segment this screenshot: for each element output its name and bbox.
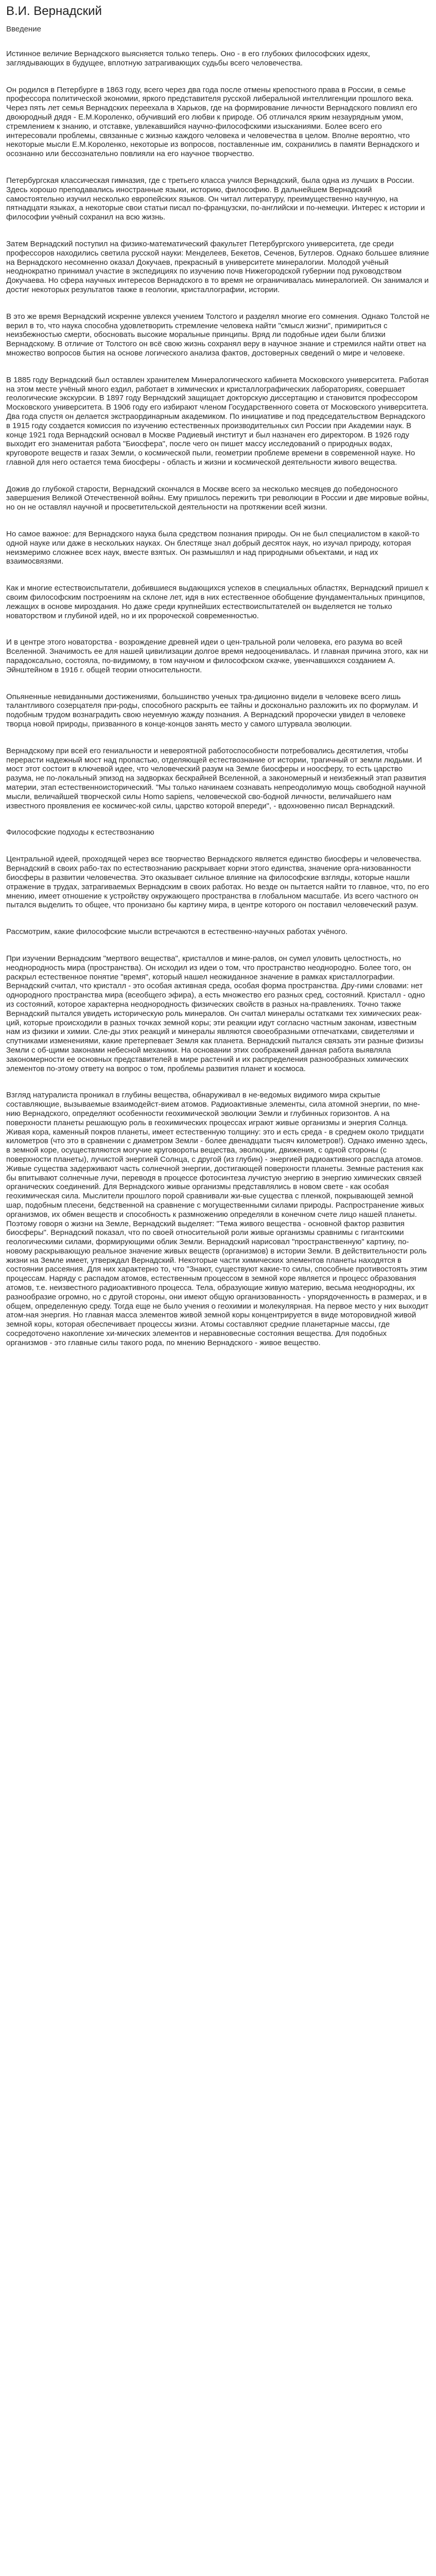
intro-label: Введение [6, 25, 41, 33]
paragraph: Как и многие естествоиспытатели, добившиеся выдающихся успехов в специальных областях, Вернадский пришел к своим философским построениям на склоне лет, идя в них естественное обобщение фундаментальных принципов, лежащих в основе мироздания. Но даже среди крупнейших естествоиспытателей он выделяется не только новаторством и глубиной идей, но и их пророческой современностью. [6, 584, 429, 620]
paragraph: Вернадскому при всей его гениальности и невероятной работоспособности потребовались десятилетия, чтобы перерасти надежный мост над пропастью, отделяющей естествознание от истории, трагичный от земли людьми. И мост этот состоит в ключевой идее, что человеческий разум на Земле биосферы и ноосферу, то есть царство разума, не по-локальный эпизод на задворках бескрайней Вселенной, а закономерный и неизбежный этап развития материи, этап естественноисторический. "Мы только начинаем сознавать непреодолимую мощь свободной научной мысли, величайшей творческой силы Homo sapiens, человеческой сво-бодной личности, величайшего нам известного проявления ее космичес-кой силы, царство которой впереди", - вдохновенно писал Вернадский. [6, 746, 426, 810]
page-title: В.И. Вернадский [6, 4, 102, 18]
paragraph: Истинное величие Вернадского выясняется только теперь. Оно - в его глубоких философских идеях, заглядывающих в будущее, вплотную затрагивающих судьбы всего человечества. [6, 49, 370, 67]
paragraph: Затем Вернадский поступил на физико-математический факультет Петербургского университета, где среди профессоров находились светила русской науки: Менделеев, Бекетов, Сеченов, Бутлеров. Однако большее влияние на Вернадского несомненно оказал Докучаев, прекрасный в университете минералогии. Молодой учёный неоднократно принимал участие в экспедициях по изучению почв Нижегородской губернии под руководством Докучаева. Но сфера научных интересов Вернадского в то время не ограничивалась минералогией. Он занимался и достиг некоторых результатов также в геологии, кристаллографии, истории. [6, 239, 429, 294]
paragraph: При изучении Вернадским "мертвого вещества", кристаллов и мине-ралов, он сумел уловить целостность, но неоднородность мира (пространства). Он исходил из идеи о том, что пространство неоднородно. Более того, он раскрыл естественное понятие "время", который нашел неожиданное значение в рамках кристаллографии. Вернадский считал, что кристалл - это особая активная среда, особая форма пространства. Дру-гими словами: нет однородного пространства мира (всеобщего эфира), а есть множество его разных сред, состояний. Кристалл - одно из состояний, которое характерна неоднородность физических свойств в разных на-правлениях. Точно также Вернадский пытался увидеть историческую роль минералов. Он считал минералы остатками тех химических реак-ций, которые происходили в разных точках земной коры; эти реакции идут согласно частным законам, известным нам из физики и химии. Сле-ды этих реакций и минералы являются своеобразными отпечатками, свидетелями и спутниками изменениями, какие претерпевает Земля как планета. Вернадский пытался связать эти разные физизы Земли с об-щими законами небесной механики. На основании этих соображений данная работа выявляла закономерности ее основных представителей в мире растений и их распределения разнообразных химических элементов по-этому ответу на вопрос о том, проблемы развития планет и космоса. [6, 954, 425, 1073]
paragraph: Петербургская классическая гимназия, где с третьего класса учился Вернадский, была одна из лучших в России. Здесь хорошо преподавались иностранные языки, историю, философию. В дальнейшем Вернадский самостоятельно изучил несколько европейских языков. Он читал литературу, преимущественно научную, на пятнадцати языках, а некоторые свои статьи писал по-французски, по-английски и по-немецки. Интерес к истории и философии учёный сохранил на всю жизнь. [6, 176, 425, 222]
paragraph: Дожив до глубокой старости, Вернадский скончался в Москве всего за несколько месяцев до победоносного завершения Великой Отечественной войны. Ему пришлось пережить три революции в России и две мировые войны, но он не оставлял научной и просветительской деятельности на протяжении всей жизни. [6, 484, 429, 512]
paragraph: Опьяненные невиданными достижениями, большинство ученых тра-диционно видели в человеке всего лишь талантливого созерцателя при-роды, способного раскрыть ее тайны и досконально разложить их по формулам. И подобным трудом вознаградить свою неуемную жажду познания. А Вернадский пророчески увидел в человеке творца новой природы, призванного в конце-концов занять место у самого штурвала эволюции. [6, 692, 418, 729]
paragraph: Рассмотрим, какие философские мысли встречаются в естественно-научных работах учёного. [6, 927, 348, 937]
paragraph: Взгляд натуралиста проникал в глубины вещества, обнаруживал в не-ведомых видимого мира скрытые составляющие, вызываемые взаимодейст-вием атомов. Радиоактивные элементы, сила атомной энергии, по мне-нию Вернадского, определяют особенности геохимической эволюции Земли и глубинных горизонтов. А на поверхности планеты решающую роль в геохимических процессах играют живые организмы и энергия Солнца. Живая кора, каменный покров планеты, имеет естественную толщину: это и есть среда - в среднем около тридцати километров (что это в сравнении с диаметром Земли - более двенадцати тысяч километров!). Однако именно здесь, в земной коре, осуществляются могучие круговороты вещества, эволюции, движения, с одной стороны (с поверхности планеты), лучистой энергией Солнца, с другой (из глубин) - энергией радиоактивного распада атомов. Живые существа задерживают часть солнечной энергии, достигающей поверхности планеты. Земные растения как бы впитывают солнечные лучи, переводя в процессе фотосинтеза лучистую энергию в энергию химических связей органических соединений. Для Вернадского живые организмы представлялись в новом свете - как особая геохимическая сила. Мыслители прошлого порой сравнивали жи-вые существа с пленкой, покрывающей земной шар, подобным плесени, бедственной на сравнение с могущественными силами природы. Распространение живых организмов, их обмен веществ и способность к размножению определяли в конечном счете лицо нашей планеты. Поэтому говоря о жизни на Земле, Вернадский выделяет: "Тема живого вещества - основной фактор развития биосферы". Вернадский показал, что по своей относительной роли живые организмы сравнимы с гигантскими геологическими силами, формирующими облик Земли. Вернадский нарисовал "пространственную" картину, по-новому раскрывающую реальное значение живых веществ (организмов) в истории Земли. В действительности роль жизни на Земле имеет, утверждал Вернадский. Некоторые части химических элементов планеты находятся в состоянии рассеяния. Для них характерно то, что "Знают, существуют какие-то силы, способные противостоять этим процессам. Наряду с распадом атомов, естественным процессом в земной коре является и процесс образования атомов, т.е. неизвестного радиоактивного процесса. Тела, образующие живую материю, весьма неоднородны, их разнообразие огромно, но с другой стороны, они имеют общую организованность - упорядоченность в размерах, и в общем, определенную среду. Тогда еще не было учения о геохимии и молекулярная. На первое место у них выходит атом-ная энергия. Но главная масса элементов живой земной коры концентрируется в виде моторовидной живой земной коры, которая обеспечивает процессы жизни. Атомы составляют средние планетарные массы, где сосредоточено накопление хи-мических элементов и неравновесные состояния вещества. Для подобных организмов - это главные силы такого рода, по мнению Вернадского - живое вещество. [6, 1091, 429, 1347]
paragraph: Но самое важное: для Вернадского наука была средством познания природы. Он не был специалистом в какой-то одной науке или даже в нескольких науках. Он блестяще знал добрый десяток наук, но изучал природу, которая неизмеримо сложнее всех наук, вместе взятых. Он размышлял и над природными объектами, и над их взаимосвязями. [6, 530, 420, 566]
paragraph: В 1885 году Вернадский был оставлен хранителем Минералогического кабинета Московского университета. Работая на этом месте учёный много ездил, работает в химических и кристаллографических лабораториях, совершает геологические экскурсии. В 1897 году Вернадский защищает докторскую диссертацию и становится профессором Московского университета. В 1906 году его избирают членом Государственного совета от Московского университета. Два года спустя он делается экстраординарным академиком. По инициативе и под председательством Вернадского в 1915 году создается комиссия по изучению естественных производительных сил России при Академии наук. В конце 1921 года Вернадский основал в Москве Радиевый институт и был назначен его директором. В 1926 году выходит его знаменитая работа "Биосфера", после чего он пишет массу исследований о природных водах, круговороте веществ и газах Земли, о космической пыли, геометрии проблеме времени в современной науке. Но главной для него остается тема биосферы - область и жизни и космической деятельности живого вещества. [6, 375, 429, 467]
paragraph: Он родился в Петербурге в 1863 году, всего через два года после отмены крепостного права в России, в семье профессора политической экономии, яркого представителя русской либеральной интеллигенции прошлого века. Через пять лет семья Вернадских переехала в Харьков, где на формирование личности Вернадского повлиял его двоюродный дядя - Е.М.Короленко, обучивший его любви к природе. Об отличался ярким незаурядным умом, стремлением к знанию, и отставке, увлекавшийся научно-философскими изысканиями. Более всего его интересовали проблемы, связанные с жизнью каждого человека и человечества в целом. Вполне вероятно, что некоторые мысли Е.М.Короленко, некоторые из вопросов, поставленные им, сохранились в памяти Вернадского и осознанно или бессознательно повлияли на его научное творчество. [6, 85, 420, 159]
section-heading: Философские подходы к естествознанию [6, 828, 154, 837]
paragraph: И в центре этого новаторства - возрождение древней идеи о цен-тральной роли человека, его разума во всей Вселенной. Значимость ее для нашей цивилизации долгое время недооценивалась. И главная причина этого, как ни парадоксально, состояла, по-видимому, в том научном и философском скачке, увенчавшихся созданием А. Эйнштейном в 1916 г. общей теории относительности. [6, 638, 428, 674]
paragraph: Центральной идеей, проходящей через все творчество Вернадского является единство биосферы и человечества. Вернадский в своих рабо-тах по естествознанию раскрывает корни этого единства, значение орга-низованности биосферы в развитии человечества. Это оказывает сильное влияние на философские взгляды, которые нашли отражение в трудах, затрагиваемых Вернадским в своих работах. Но везде он пытается найти то главное, что, по его мнению, имеет отношение к устройству окружающего пространства в глобальном масштабе. Из всего частного он пытался выделить то общее, что пронизано бы картину мира, в центре которого он поставил человеческий разум. [6, 855, 429, 910]
paragraph: В это же время Вернадский искренне увлекся учением Толстого и разделял многие его сомнения. Однако Толстой не верил в то, что наука способна удовлетворить стремление человека найти "смысл жизни", примириться с неизбежностью смерти, обосновать высокие моральные принципы. Вряд ли подобные идеи были близки Вернадскому. В отличие от Толстого он всё свою жизнь сохранял веру в научное знание и стремился найти ответ на множество вопросов бытия на основе логического анализа фактов, достоверных сведений о мире и человеке. [6, 312, 430, 358]
